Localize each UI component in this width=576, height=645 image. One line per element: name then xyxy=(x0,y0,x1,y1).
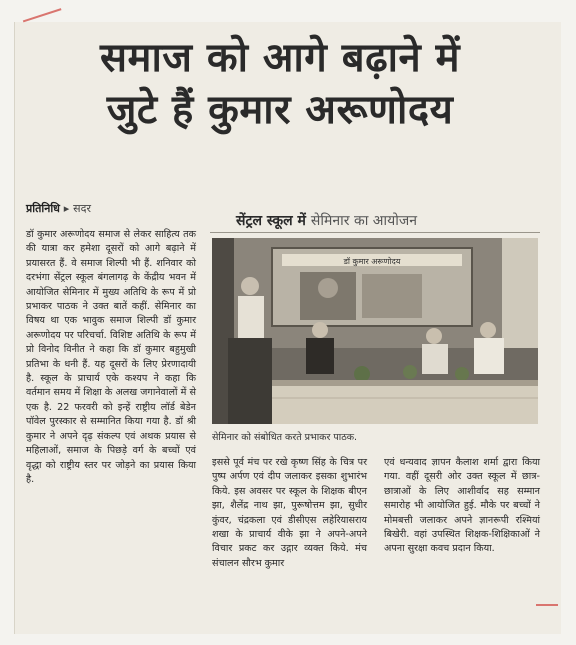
photo-heading-bold: सेंट्रल स्कूल में xyxy=(236,213,306,229)
article-paragraph: इससे पूर्व मंच पर रखे कृष्ण सिंह के चित्र पर पुष्प अर्पण एवं दीप जलाकर इसका शुभारंभ किये. इस अवसर पर स्कूल के शिक्षक बीएन झा, शैलेंद्र नाथ झा, पुरूषोत्तम झा, सुधीर कुंवर, चंद्रकला एवं डीसीएस लहेरियासराय शखा के प्राचार्य वीके झा ने अपने-अपने विचार प्रकट कर उद्गार व्यक्त किये. मंच संचालन सौरभ कुमार xyxy=(212,457,367,569)
article-column-3 xyxy=(384,456,540,557)
headline-line-1: समाज को आगे बढ़ाने में xyxy=(99,35,461,81)
headline xyxy=(20,32,540,136)
photo-caption: सेमिनार को संबोधित करते प्रभाकर पाठक. xyxy=(212,432,358,443)
article-column-2 xyxy=(212,456,367,571)
article-paragraph: एवं धन्यवाद ज्ञापन कैलाश शर्मा द्वारा किया गया. वहीं दूसरी ओर उक्त स्कूल में छात्र-छात्राओं के लिए आशीर्वाद सह सम्मान समारोह भी आयोजित हुई. मौके पर बच्चों ने मोमबत्ती जलाकर अपने ज्ञानरूपी रश्मियां बिखेरी. वहां उपस्थित शिक्षक-शिक्षिकाओं ने अपना सुरक्षा कवच प्रदान किया. xyxy=(384,457,540,555)
article-column-1 xyxy=(26,228,196,487)
byline-separator-icon: ▸ xyxy=(63,202,70,215)
photo-heading xyxy=(210,206,540,233)
banner-text: डॉ कुमार अरूणोदय xyxy=(343,257,401,266)
pen-mark xyxy=(536,604,558,610)
article-paragraph: डॉ कुमार अरूणोदय समाज से लेकर साहित्य तक की यात्रा कर हमेशा दूसरों को आगे बढ़ाने में प्रयासरत हैं. वे समाज शिल्पी भी हैं. शनिवार को दरभंगा सेंट्रल स्कूल बंगलागढ़ के केंद्रीय भवन में आयोजित सेमिनार में मुख्य अतिथि के रूप में प्रो प्रभाकर पाठक ने उक्त बातें कहीं. सेमिनार का विषय था एक भावुक समाज शिल्पी डॉ कुमार अरूणोदय पर परिचर्चा. विशिष्ट अतिथि के रूप में प्रो विनोद विनीत ने कहा कि डॉ कुमार बहुमुखी प्रतिभा के धनी हैं. यह दूसरों के लिए प्रेरणादायी है. स्कूल के प्राचार्य एके कश्यप ने कहा कि वर्तमान समय में शिक्षा के अलख जगानेवालों में से एक है. 22 फरवरी को इन्हें राष्ट्रीय लॉर्ड बेडेन पॉवेल पुरस्कार से सम्मानित किया गया है. डॉ श्री कुमार ने अपने दृढ़ संकल्प एवं अथक प्रयास से महिलाओं, समाज के पिछड़े वर्ग के बच्चों एवं वृद्धा को राष्ट्रीय स्तर पर जोड़ने का प्रयास किया है. xyxy=(26,229,196,485)
photo-heading-light: सेमिनार का आयोजन xyxy=(310,213,417,229)
byline-author: प्रतिनिधि xyxy=(26,202,60,215)
byline-place: सदर xyxy=(73,202,91,215)
headline-line-2: जुटे हैं कुमार अरूणोदय xyxy=(106,87,454,133)
byline xyxy=(26,201,91,216)
event-photo-image xyxy=(212,238,538,424)
event-photo xyxy=(212,238,538,424)
